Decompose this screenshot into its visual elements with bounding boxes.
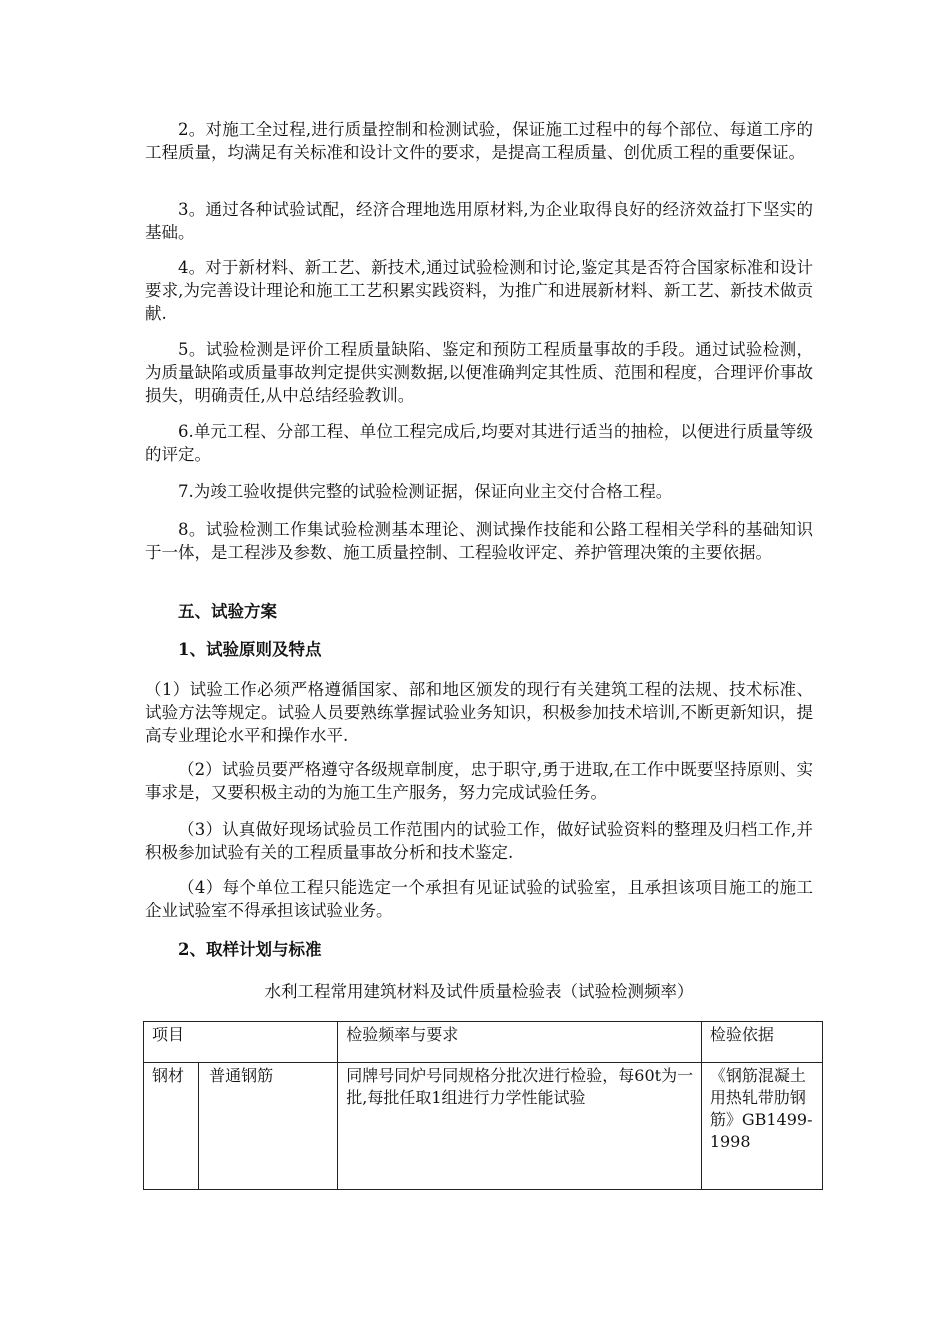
paragraph-8: 8。试验检测工作集试验检测基本理论、测试操作技能和公路工程相关学科的基础知识于一体，是工程涉及参数、施工质量控制、工程验收评定、养护管理决策的主要依据。 [145, 520, 813, 562]
principle-1: （1）试验工作必须严格遵循国家、部和地区颁发的现行有关建筑工程的法规、技术标准、试验方法等规定。试验人员要熟练掌握试验业务知识，积极参加技术培训,不断更新知识，提高专业理论水平和操作水平. [145, 680, 813, 745]
table-header-row [144, 1022, 823, 1063]
paragraph-6: 6.单元工程、分部工程、单位工程完成后,均要对其进行适当的抽检，以便进行质量等级的评定。 [145, 422, 813, 464]
paragraph-3: 3。通过各种试验试配，经济合理地选用原材料,为企业取得良好的经济效益打下坚实的基础。 [145, 200, 813, 242]
principle-4: （4）每个单位工程只能选定一个承担有见证试验的试验室，且承担该项目施工的施工企业试验室不得承担该试验业务。 [145, 878, 813, 920]
principle-2: （2）试验员要严格遵守各级规章制度，忠于职守,勇于进取,在工作中既要坚持原则、实事求是，又要积极主动的为施工生产服务，努力完成试验任务。 [145, 760, 813, 802]
section-5-title: 五、试验方案 [178, 602, 277, 621]
cell-category: 钢材 [144, 1063, 199, 1190]
header-item: 项目 [144, 1022, 338, 1063]
table-row [144, 1063, 823, 1190]
cell-material: 普通钢筋 [199, 1063, 338, 1190]
paragraph-7: 7.为竣工验收提供完整的试验检测证据，保证向业主交付合格工程。 [178, 482, 673, 501]
paragraph-5: 5。试验检测是评价工程质量缺陷、鉴定和预防工程质量事故的手段。通过试验检测，为质量缺陷或质量事故判定提供实测数据,以便准确判定其性质、范围和程度，合理评价事故损失，明确责任,从中总结经验教训。 [145, 340, 813, 405]
paragraph-4: 4。对于新材料、新工艺、新技术,通过试验检测和讨论,鉴定其是否符合国家标准和设计要求,为完善设计理论和施工工艺积累实践资料，为推广和进展新材料、新工艺、新技术做贡献. [145, 258, 813, 323]
header-frequency: 检验频率与要求 [338, 1022, 702, 1063]
paragraph-2: 2。对施工全过程,进行质量控制和检测试验，保证施工过程中的每个部位、每道工序的工程质量，均满足有关标准和设计文件的要求，是提高工程质量、创优质工程的重要保证。 [145, 120, 813, 162]
principle-3: （3）认真做好现场试验员工作范围内的试验工作，做好试验资料的整理及归档工作,并积极参加试验有关的工程质量事故分析和技术鉴定. [145, 820, 813, 862]
cell-basis: 《钢筋混凝土用热轧带肋钢筋》GB1499-1998 [701, 1063, 822, 1190]
cell-frequency: 同牌号同炉号同规格分批次进行检验，每60t为一批,每批任取1组进行力学性能试验 [338, 1063, 702, 1190]
subsection-2-title: 2、取样计划与标准 [178, 940, 322, 959]
subsection-1-title: 1、试验原则及特点 [178, 640, 322, 659]
table-caption: 水利工程常用建筑材料及试件质量检验表（试验检测频率） [264, 982, 694, 1001]
inspection-frequency-table [143, 1021, 823, 1190]
header-basis: 检验依据 [701, 1022, 822, 1063]
